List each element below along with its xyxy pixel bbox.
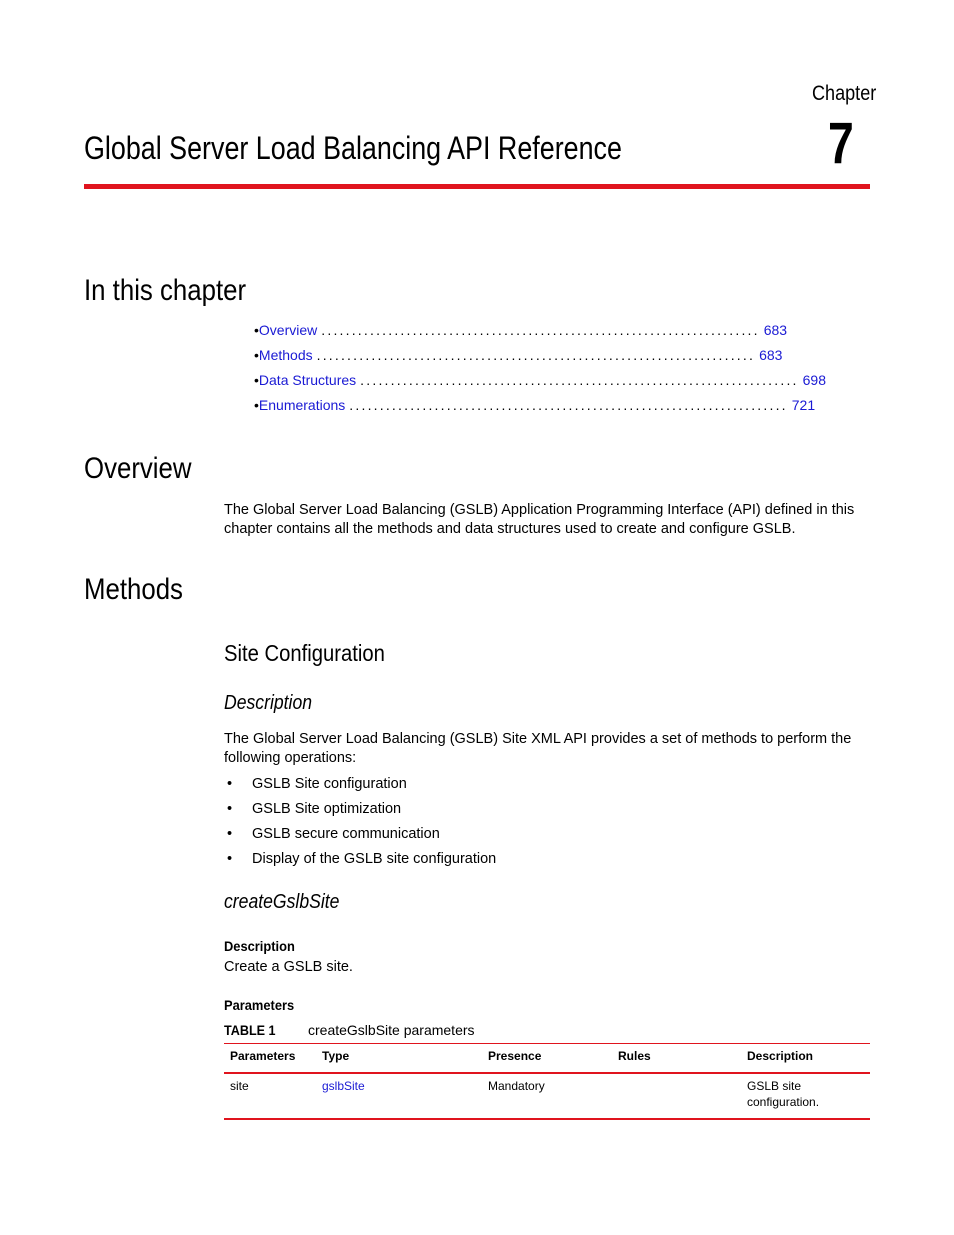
site-configuration-heading: Site Configuration	[224, 640, 385, 666]
toc-link-data-structures[interactable]: Data Structures	[258, 372, 357, 388]
toc-page-data-structures[interactable]: 698	[802, 372, 826, 388]
site-configuration-description: The Global Server Load Balancing (GSLB) Site XML API provides a set of methods to perform the following operations:	[224, 731, 852, 766]
chapter-title: Global Server Load Balancing API Reference	[84, 130, 622, 166]
table-cell: Mandatory	[482, 1073, 612, 1119]
table-row	[224, 1073, 870, 1119]
method-description-text: Create a GSLB site.	[224, 959, 353, 975]
create-gslb-site-heading: createGslbSite	[224, 891, 340, 913]
column-header: Parameters	[224, 1044, 316, 1074]
toc-leader: ........................................................................	[321, 322, 760, 338]
toc-item-methods[interactable]	[254, 347, 783, 372]
overview-text: The Global Server Load Balancing (GSLB) Application Programming Interface (API) defined in this chapter contains all the methods and data structures used to create and configure GSLB.	[224, 502, 855, 537]
bullet-icon: •	[254, 347, 259, 363]
column-header: Type	[316, 1044, 482, 1074]
parameters-table	[224, 1043, 870, 1120]
overview-heading: Overview	[84, 452, 192, 485]
chapter-number: 7	[828, 111, 854, 176]
list-item	[224, 801, 824, 826]
list-item	[224, 826, 824, 851]
toc-link-enumerations[interactable]: Enumerations	[258, 397, 346, 413]
toc-link-overview[interactable]: Overview	[258, 322, 318, 338]
toc-page-overview[interactable]: 683	[763, 322, 788, 338]
bullet-icon: •	[227, 776, 233, 792]
bullet-icon: •	[254, 322, 259, 338]
in-this-chapter-heading: In this chapter	[84, 274, 247, 307]
bullet-icon: •	[254, 372, 259, 388]
method-description-label: Description	[224, 938, 295, 954]
parameters-label: Parameters	[224, 997, 295, 1013]
toc-item-enumerations[interactable]	[254, 397, 816, 422]
bullet-icon: •	[254, 397, 259, 413]
bullet-icon: •	[227, 801, 233, 817]
toc-link-methods[interactable]: Methods	[258, 347, 313, 363]
toc-page-enumerations[interactable]: 721	[791, 397, 816, 413]
toc-leader: ........................................................................	[316, 347, 756, 363]
table-cell: site	[224, 1073, 316, 1119]
table-header-row	[224, 1044, 870, 1074]
column-header: Presence	[482, 1044, 612, 1074]
methods-heading: Methods	[84, 573, 183, 606]
column-header: Rules	[612, 1044, 741, 1074]
table-cell: GSLB site configuration.	[741, 1073, 870, 1119]
list-item-text: GSLB secure communication	[252, 826, 440, 842]
toc-item-data-structures[interactable]	[254, 372, 826, 397]
bullet-icon: •	[227, 826, 233, 842]
toc-list	[254, 322, 826, 422]
table-cell	[612, 1073, 741, 1119]
list-item-text: GSLB Site optimization	[252, 801, 402, 817]
table-caption-text: createGslbSite parameters	[308, 1022, 475, 1038]
operations-list	[224, 776, 824, 876]
toc-leader: ........................................................................	[349, 397, 788, 413]
list-item-text: Display of the GSLB site configuration	[252, 851, 497, 867]
toc-page-methods[interactable]: 683	[759, 347, 783, 363]
column-header: Description	[741, 1044, 870, 1074]
table-caption	[224, 1022, 475, 1038]
description-heading: Description	[224, 692, 313, 714]
list-item	[224, 851, 824, 876]
chapter-label: Chapter	[812, 82, 877, 105]
toc-item-overview[interactable]	[254, 322, 788, 347]
toc-leader: ........................................................................	[360, 372, 799, 388]
table-tag: TABLE 1	[224, 1022, 276, 1038]
chapter-divider	[84, 184, 870, 189]
bullet-icon: •	[227, 851, 233, 867]
table-cell-link[interactable]: gslbSite	[316, 1073, 482, 1119]
list-item	[224, 776, 824, 801]
list-item-text: GSLB Site configuration	[252, 776, 407, 792]
